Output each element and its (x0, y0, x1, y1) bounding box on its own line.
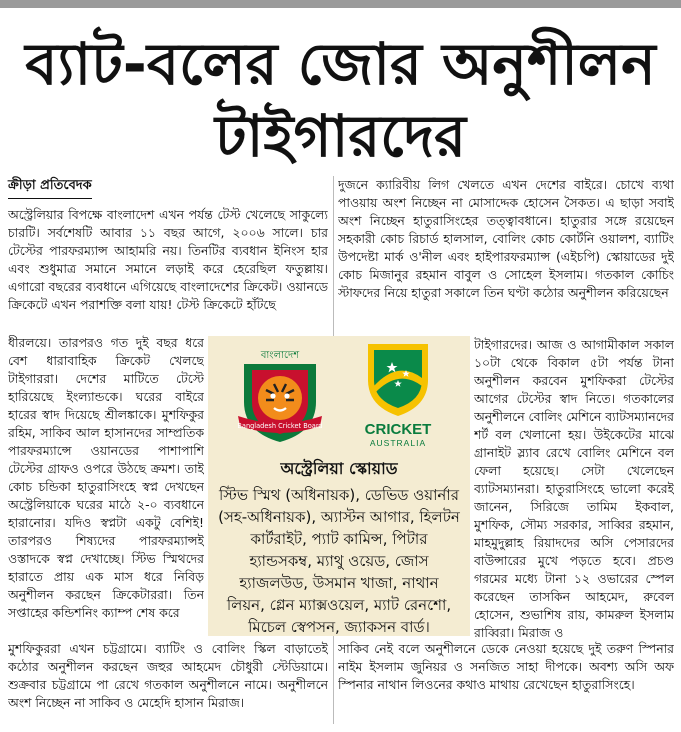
headline-line-1: ব্যাট-বলের জোর অনুশীলন (25, 30, 656, 98)
right-column-middle (474, 336, 674, 640)
right-column-top (338, 176, 674, 336)
ca-logo-line-2: AUSTRALIA (369, 438, 427, 448)
cricket-australia-logo (348, 340, 448, 452)
bcb-logo (230, 346, 330, 446)
squad-box (208, 336, 470, 636)
left-column-bottom-text: মুশফিকুররা এখন চট্টগ্রামে। ব্যাটিং ও বোলিং স্কিল বাড়াতেই কঠোর অনুশীলন করছেন জহুর আহমেদ চৌধুরী স্টেডিয়ামে। শুক্রবার চট্টগ্রামে পা রেখে গতকাল অনুশীলনে নামে। অনুশীলনে অংশ নিচ্ছেন না সাকিব ও মেহেদি হাসান মিরাজ। (8, 641, 328, 710)
squad-title: অস্ট্রেলিয়া স্কোয়াড (280, 459, 398, 478)
left-column-top (8, 206, 328, 332)
right-column-bottom-text: সাকিব নেই বলে অনুশীলনে ডেকে নেওয়া হয়েছে দুই তরুণ স্পিনার নাইম ইসলাম জুনিয়র ও সনজিত সাহা দীপকে। অবশ্য অসি অফ স্পিনার নাথান লিওনের কথাও মাথায় রেখেছেন হাতুরাসিংহে। (338, 641, 674, 692)
headline (0, 28, 681, 172)
left-column-top-text: অস্ট্রেলিয়ার বিপক্ষে বাংলাদেশ এখন পর্যন্ত টেস্ট খেলেছে সাকুল্যে চারটি। সর্বশেষটি আবার ১১ বছর আগে, ২০০৬ সালে। চার টেস্টের পারফরম্যান্স আহামরি নয়। তিনটির ব্যবধান ইনিংস হার এবং শুধুমাত্র সমানে সমানে লড়াই করে হেরেছিল ফতুল্লায়। এগারো বছরের ব্যবধানে এগিয়েছে বাংলাদেশের ক্রিকেট। ওয়ানডে ক্রিকেটে এখন পরাশক্তি বলা যায়! টেস্ট ক্রিকেটে হাঁটছে (8, 207, 328, 312)
bcb-logo-top-text: বাংলাদেশ (260, 350, 300, 361)
right-column-middle-text: টাইগারদের। আজ ও আগামীকাল সকাল ১০টা থেকে বিকাল ৫টা পর্যন্ত টানা অনুশীলন করবেন মুশফিকরা টেস্টের আগের টেস্টের স্বাদ নিতে। গতকালের অনুশীলনে বোলিং মেশিনে ব্যাটসম্যানদের শর্ট বল খেলানো হয়। উইকেটের মাঝে গ্রানাইট স্ল্যাব রেখে বোলিং মেশিনে বল ফেলা হয়েছে। সেটা খেলেছেন ব্যাটসম্যানরা। হাতুরাসিংহে ভালো করেই জানেন, সিরিজে তামিম ইকবাল, মুশফিক, সৌম্য সরকার, সাব্বির রহমান, মাহমুদুল্লাহ রিয়াদদের অসি পেসারদের বাউন্সারের মুখে পড়তে হবে। প্রচণ্ড গরমের মধ্যে টানা ১২ ওভারের স্পেল করেছেন তাসকিন আহমেদ, রুবেল হোসেন, শুভাশিষ রায়, কামরুল ইসলাম রাব্বিরা। মিরাজ ও (474, 337, 674, 640)
left-column-middle (8, 334, 204, 640)
southern-cross-shield-icon (348, 340, 448, 452)
right-column-bottom (338, 640, 674, 732)
right-column-top-text: দুজনে ক্যারিবীয় লিগ খেলতে এখন দেশের বাইরে। চোখে ব্যথা পাওয়ায় অংশ নিচ্ছেন না মোসাদ্দেক হোসেন সৈকত। এ ছাড়া সবাই অংশ নিচ্ছেন হাতুরাসিংহের তত্ত্বাবধানে। হাতুরার সঙ্গে রয়েছেন সহকারী কোচ রিচার্ড হালসাল, বোলিং কোচ কোর্টনি ওয়ালশ, ব্যাটিং উপদেষ্টা মার্ক ও'নীল এবং হাইপারফরম্যান্স (এইচপি) স্কোয়াডের দুই কোচ মিজানুর রহমান বাবুল ও সোহেল ইসলাম। গতকাল কোচিং স্টাফদের নিয়ে হাতুরা সকালে তিন ঘণ্টা কঠোর অনুশীলন করিয়েছেন (338, 177, 674, 300)
bcb-logo-ribbon-text: Bangladesh Cricket Board (237, 422, 323, 430)
tiger-shield-icon (230, 346, 330, 446)
top-rule (0, 0, 681, 8)
left-column-bottom (8, 640, 328, 732)
squad-player-list: স্টিভ স্মিথ (অধিনায়ক), ডেভিড ওয়ার্নার (সহ-অধিনায়ক), অ্যাস্টন আগার, হিলটন কার্টরাইট, প্যাট কামিন্স, পিটার হ্যান্ডসকম্ব, ম্যাথু ওয়েড, জোস হ্যাজলউড, উসমান খাজা, নাথান লিয়ন, গ্লেন ম্যাক্সওয়েল, ম্যাট রেনশো, মিচেল স্বেপসন, জ্যাকসন বার্ড। (218, 486, 460, 636)
left-column-middle-text: ধীরলয়ে। তারপরও গত দুই বছর ধরে বেশ ধারাবাহিক ক্রিকেট খেলছে টাইগাররা। দেশের মাটিতে টেস্টে হারিয়েছে ইংল্যান্ডকে। ঘরের বাইরে হারের স্বাদ দিয়েছে শ্রীলঙ্কাকে। মুশফিকুর রহিম, সাকিব আল হাসানদের সাম্প্রতিক পারফরম্যান্সে ওয়ানডের পাশাপাশি টেস্টের গ্রাফও ওপরে উঠছে ক্রমশ। তাই কোচ চন্ডিকা হাতুরাসিংহে স্বপ্ন দেখছেন অস্ট্রেলিয়াকে ঘরের মাঠে ২-০ ব্যবধানে হারানোর। যদিও স্বপ্নটা একটু বেশিই! তারপরও শিষ্যদের পারফরম্যান্সই ওস্তাদকে স্বপ্ন দেখাচ্ছে। স্টিভ স্মিথদের হারাতে প্রায় এক মাস ধরে নিবিড় অনুশীলন করছেন ক্রিকেটাররা। তিন সপ্তাহের কন্ডিশনিং ক্যাম্প শেষ করে (8, 335, 204, 620)
ca-logo-line-1: CRICKET (364, 421, 432, 438)
headline-line-2: টাইগারদের (214, 102, 466, 170)
byline: ক্রীড়া প্রতিবেদক (8, 176, 92, 199)
